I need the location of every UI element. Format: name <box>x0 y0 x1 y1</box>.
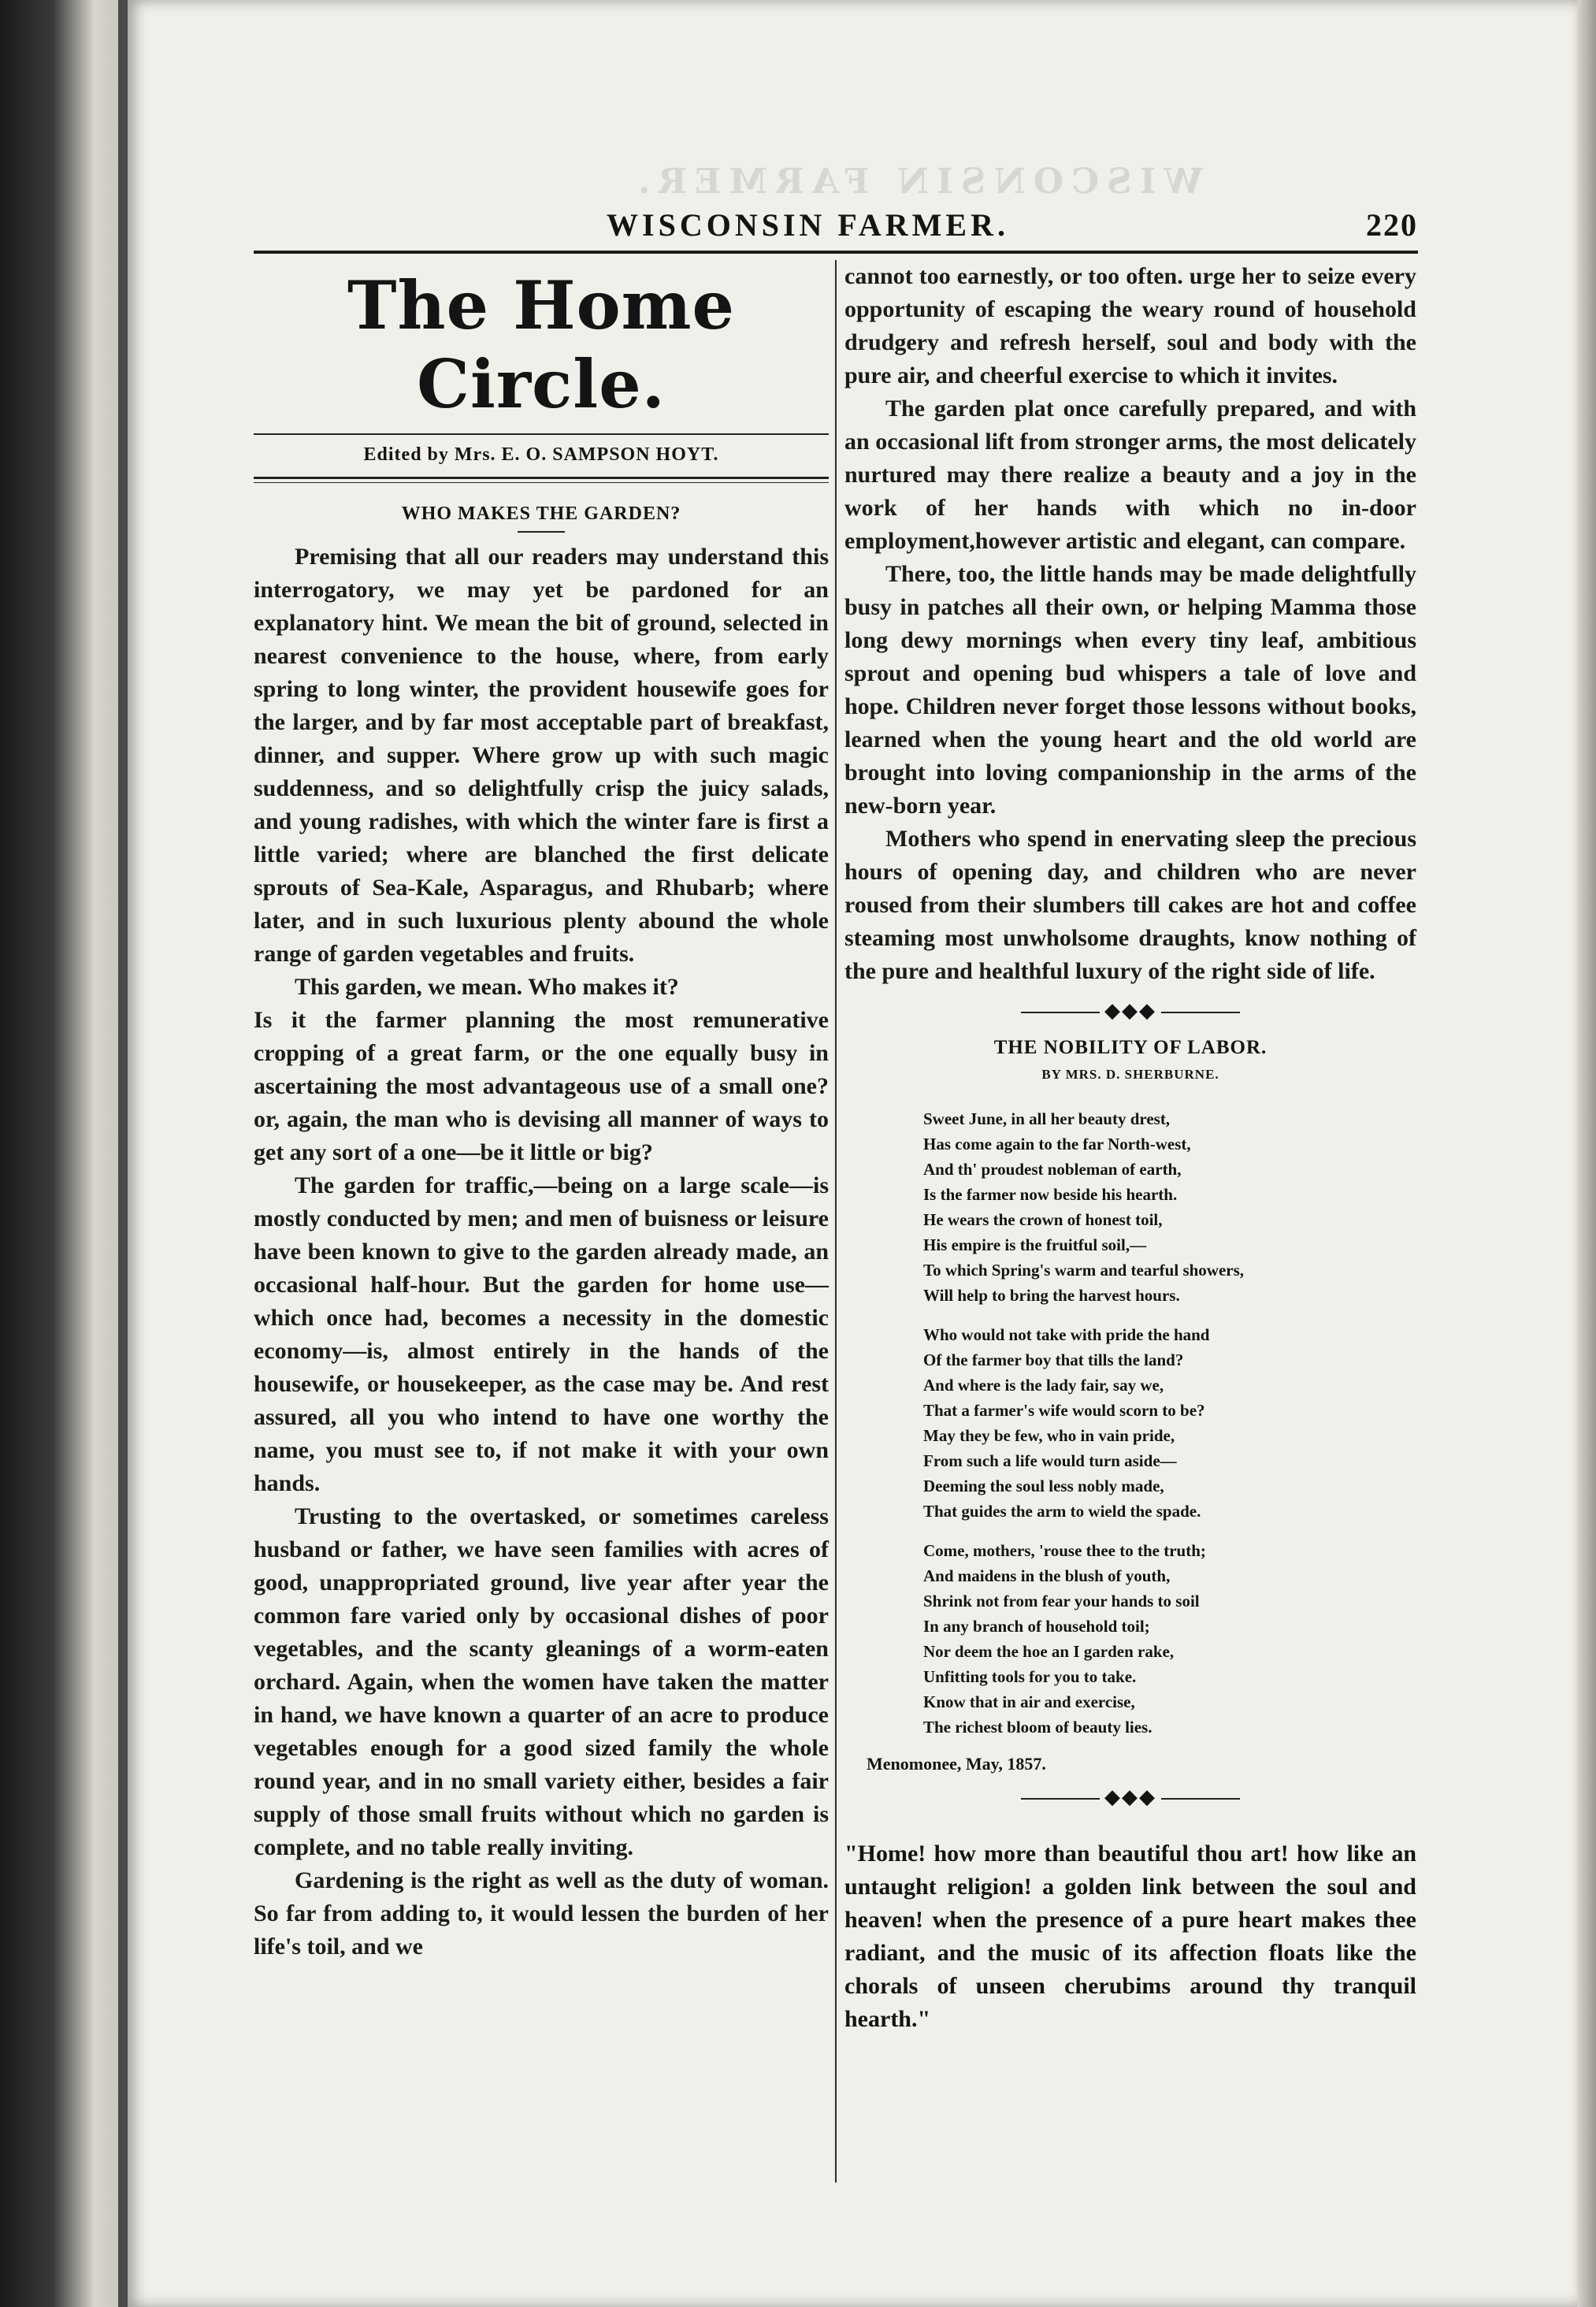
poem-line: That a farmer's wife would scorn to be? <box>923 1401 1205 1420</box>
poem-line: The richest bloom of beauty lies. <box>923 1718 1152 1737</box>
article-paragraph: Trusting to the overtasked, or sometimes careless husband or father, we have seen families with acres of good, unappropriated ground, live year after year the common fare varied only by occasional dishes of poor vegetables, and the scanty gleanings of a worm-eaten orchard. Again, when the women have taken the matter in hand, we have known a quarter of an acre to produce vegetables enough for a good sized family the whole round year, and in no small variety either, besides a fair supply of those small fruits without which no garden is complete, and no table really inviting. <box>254 1503 829 1860</box>
poem-line: Who would not take with pride the hand <box>923 1325 1210 1344</box>
poem-line: His empire is the fruitful soil,— <box>923 1235 1147 1254</box>
ornament-glyph: ◆◆◆ <box>1104 999 1156 1022</box>
poem-line: Nor deem the hoe an I garden rake, <box>923 1642 1175 1661</box>
poem-line: Unfitting tools for you to take. <box>923 1667 1137 1686</box>
poem-line: Sweet June, in all her beauty drest, <box>923 1109 1171 1128</box>
column-divider <box>835 260 837 2183</box>
article-paragraph: This garden, we mean. Who makes it? <box>295 974 679 1000</box>
poem-line: Will help to bring the harvest hours. <box>923 1286 1180 1305</box>
poem-line: Is the farmer now beside his hearth. <box>923 1185 1178 1204</box>
poem-line: To which Spring's warm and tearful showers, <box>923 1261 1245 1280</box>
article-paragraph-continued: cannot too earnestly, or too often. urge her to seize every opportunity of escaping the weary round of household drudgery and refresh herself, soul and body with the pure air, and cheerful exercise to which it invites. <box>844 263 1416 388</box>
poem-line: And th' proudest nobleman of earth, <box>923 1160 1182 1179</box>
poem-line: He wears the crown of honest toil, <box>923 1210 1163 1229</box>
article-paragraph: The garden for traffic,—being on a large scale—is mostly conducted by men; and men of buisness or leisure have been known to give to the garden already made, an occasional half-hour. But the garden for home use—which once had, becomes a necessity in the domestic economy—is, almost entirely in the hands of the housewife, or housekeeper, as the case may be. And rest assured, all you who intend to have one worthy the name, you must see to, if not make it with your own hands. <box>254 1172 829 1496</box>
section-ornament <box>844 1785 1416 1809</box>
title-rule <box>518 531 565 533</box>
poem-line: Know that in air and exercise, <box>923 1692 1135 1711</box>
poem-line: May they be few, who in vain pride, <box>923 1426 1175 1445</box>
poem-line: Deeming the soul less nobly made, <box>923 1477 1164 1495</box>
poem-line: In any branch of household toil; <box>923 1617 1150 1636</box>
poem-line: And maidens in the blush of youth, <box>923 1566 1171 1585</box>
editor-credit: Edited by Mrs. E. O. SAMPSON HOYT. <box>254 433 829 466</box>
double-rule <box>254 477 829 483</box>
poem-stanza <box>923 1538 1416 1740</box>
publication-title: WISCONSIN FARMER. <box>607 207 1009 243</box>
poem-stanza <box>923 1106 1416 1308</box>
page-edge-right <box>1577 0 1596 2307</box>
book-binding-edge <box>0 0 118 2307</box>
poem-line: Of the farmer boy that tills the land? <box>923 1350 1184 1369</box>
poem-stanza <box>923 1322 1416 1524</box>
page-number: 220 <box>1366 207 1418 243</box>
article-paragraph: Mothers who spend in enervating sleep the precious hours of opening day, and children who are never roused from their slumbers till cakes are hot and coffee steaming most unwholsome draughts, know nothing of the pure and healthful luxury of the right side of life. <box>844 826 1416 984</box>
poem-dateline: Menomonee, May, 1857. <box>867 1754 1046 1774</box>
ornament-glyph: ◆◆◆ <box>1104 1785 1156 1808</box>
poem-line: Come, mothers, 'rouse thee to the truth; <box>923 1541 1206 1560</box>
poem-line: From such a life would turn aside— <box>923 1451 1177 1470</box>
home-quote: "Home! how more than beautiful thou art! how like an untaught religion! a golden link between the soul and heaven! when the presence of a pure heart makes thee radiant, and the music of its affection floats like the chorals of unseen cherubims around thy tranquil hearth." <box>844 1841 1416 2032</box>
poem-line: Has come again to the far North-west, <box>923 1135 1191 1154</box>
right-column <box>844 260 1416 2036</box>
poem-line: And where is the lady fair, say we, <box>923 1376 1164 1395</box>
left-column <box>254 260 829 1963</box>
poem-title: THE NOBILITY OF LABOR. <box>993 1037 1268 1058</box>
article-title: WHO MAKES THE GARDEN? <box>401 503 681 524</box>
poem-line: That guides the arm to wield the spade. <box>923 1502 1201 1521</box>
poem-byline: BY MRS. D. SHERBURNE. <box>1041 1067 1219 1082</box>
article-paragraph: The garden plat once carefully prepared, and with an occasional lift from stronger arms, the most delicately nurtured may there realize a beauty and a joy in the work of her hands with which no in-door employment,however artistic and elegant, can compare. <box>844 396 1416 554</box>
section-title: The Home Circle. <box>347 266 735 423</box>
article-paragraph: Is it the farmer planning the most remunerative cropping of a great farm, or the one equally busy in ascertaining the most advantageous use of a small one? or, again, the man who is devising all manner of ways to get any sort of a one—be it little or big? <box>254 1007 829 1165</box>
article-paragraph: Premising that all our readers may understand this interrogatory, we may yet be pardoned for an explanatory hint. We mean the bit of ground, selected in nearest convenience to the house, where, from early spring to long winter, the provident housewife goes for the larger, and by far most acceptable part of breakfast, dinner, and supper. Where grow up with such magic suddenness, and so delightfully crisp the juicy salads, and young radishes, with which the winter fare is first a little varied; where are blanched the first delicate sprouts of Sea-Kale, Asparagus, and Rhubarb; where later, and in such luxurious plenty abound the whole range of garden vegetables and fruits. <box>254 544 829 967</box>
header-rule <box>254 251 1418 254</box>
section-ornament <box>844 999 1416 1023</box>
poem-line: Shrink not from fear your hands to soil <box>923 1592 1200 1610</box>
article-paragraph: There, too, the little hands may be made delightfully busy in patches all their own, or helping Mamma those long dewy mornings when every tiny leaf, ambitious sprout and opening bud whispers a tale of love and hope. Children never forget those lessons without books, learned when the young heart and the old world are brought into loving companionship in the arms of the new-born year. <box>844 561 1416 819</box>
bleed-through-header: WISCONSIN FARMER. <box>630 162 1203 202</box>
article-paragraph: Gardening is the right as well as the duty of woman. So far from adding to, it would lessen the burden of her life's toil, and we <box>254 1867 829 1960</box>
